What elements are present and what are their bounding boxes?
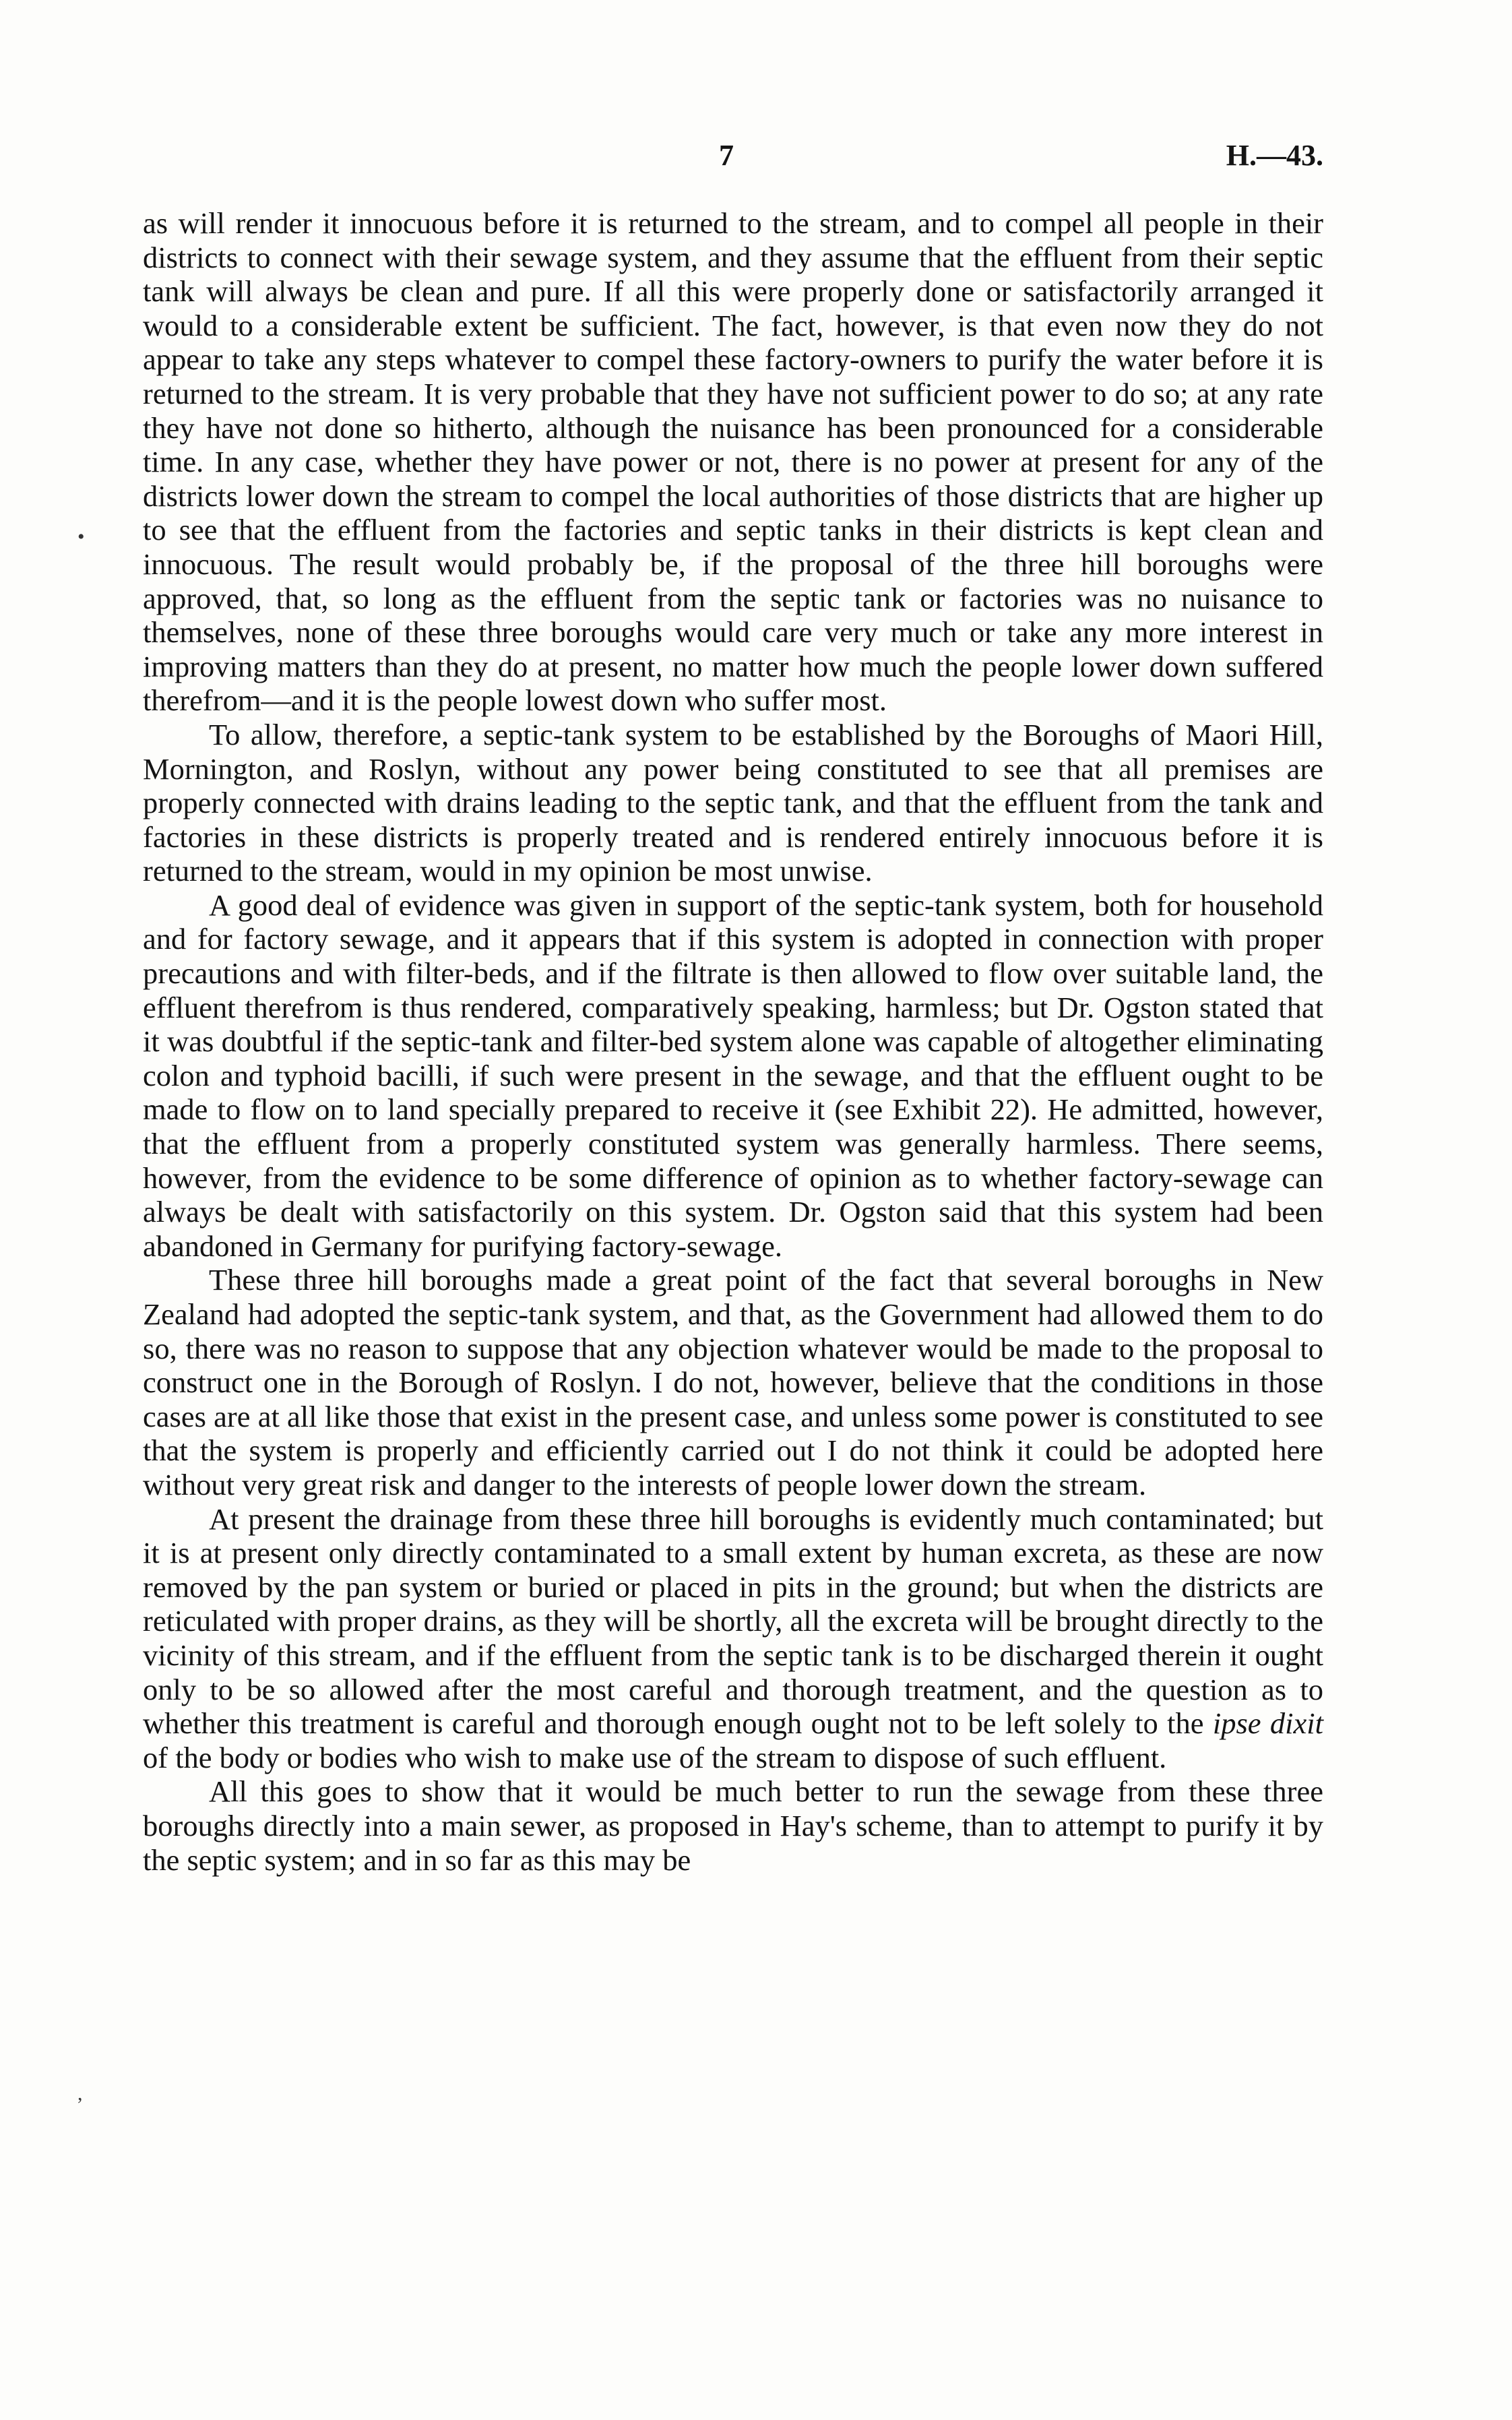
page-number: 7 xyxy=(719,139,734,172)
paragraph-6: All this goes to show that it would be much better to run the sewage from these three boroughs directly into a main sewer, as proposed in Hay's scheme, than to attempt to purify it by the septic system; and in so far as this may be xyxy=(143,1774,1323,1877)
paragraph-5 xyxy=(143,1502,1323,1775)
paragraph-5-text-before: At present the drainage from these three hill boroughs is evidently much contaminated; but it is at present only directly contaminated to a small extent by human excreta, as these are now removed by the pan system or buried or placed in pits in the ground; but when the districts are reticulated with proper drains, as they will be shortly, all the excreta will be brought directly to the vicinity of this stream, and if the effluent from the septic tank is to be discharged therein it ought only to be so allowed after the most careful and thorough treatment, and the question as to whether this treatment is careful and thorough enough ought not to be left solely to the xyxy=(143,1501,1323,1741)
paragraph-5-italic-term: ipse dixit xyxy=(1212,1706,1323,1741)
page-header xyxy=(143,138,1323,179)
document-reference: H.—43. xyxy=(1226,139,1323,172)
paragraph-1: as will render it innocuous before it is returned to the stream, and to compel all people in their districts to connect with their sewage system, and they assume that the effluent from their septic tank will always be clean and pure. If all this were properly done or satisfactorily arranged it would to a considerable extent be sufficient. The fact, however, is that even now they do not appear to take any steps whatever to compel these factory-owners to purify the water before it is returned to the stream. It is very probable that they have not sufficient power to do so; at any rate they have not done so hitherto, although the nuisance has been pronounced for a considerable time. In any case, whether they have power or not, there is no power at present for any of the districts lower down the stream to compel the local authorities of those districts that are higher up to see that the effluent from the factories and septic tanks in their districts is kept clean and innocuous. The result would probably be, if the proposal of the three hill boroughs were approved, that, so long as the effluent from the septic tank or factories was no nuisance to themselves, none of these three boroughs would care very much or take any more interest in improving matters than they do at present, no matter how much the people lower down suffered therefrom—and it is the people lowest down who suffer most. xyxy=(143,206,1323,718)
paragraph-3: A good deal of evidence was given in support of the septic-tank system, both for household and for factory sewage, and it appears that if this system is adopted in connection with proper precautions and with filter-beds, and if the filtrate is then allowed to flow over suitable land, the effluent therefrom is thus rendered, comparatively speaking, harmless; but Dr. Ogston stated that it was doubtful if the septic-tank and filter-bed system alone was capable of altogether eliminating colon and typhoid bacilli, if such were present in the sewage, and that the effluent ought to be made to flow on to land specially prepared to receive it (see Exhibit 22). He admitted, however, that the effluent from a properly constituted system was generally harmless. There seems, however, from the evidence to be some difference of opinion as to whether factory-sewage can always be dealt with satisfactorily on this system. Dr. Ogston said that this system had been abandoned in Germany for purifying factory-sewage. xyxy=(143,888,1323,1263)
margin-comma-mark: , xyxy=(77,2082,83,2105)
paragraph-4: These three hill boroughs made a great point of the fact that several boroughs in New Zealand had adopted the septic-tank system, and that, as the Government had allowed them to do so, there was no reason to suppose that any objection whatever would be made to the proposal to construct one in the Borough of Roslyn. I do not, however, believe that the conditions in those cases are at all like those that exist in the present case, and unless some power is constituted to see that the system is properly and efficiently carried out I do not think it could be adopted here without very great risk and danger to the interests of people lower down the stream. xyxy=(143,1263,1323,1501)
paragraph-2: To allow, therefore, a septic-tank system to be established by the Boroughs of Maori Hill, Mornington, and Roslyn, without any power being constituted to see that all premises are properly connected with drains leading to the septic tank, and that the effluent from the tank and factories in these districts is properly treated and is rendered entirely innocuous before it is returned to the stream, would in my opinion be most unwise. xyxy=(143,717,1323,888)
body-text xyxy=(143,206,1323,1877)
paragraph-5-text-after: of the body or bodies who wish to make use of the stream to dispose of such effluent. xyxy=(143,1740,1167,1774)
margin-dot-mark: • xyxy=(77,526,85,548)
